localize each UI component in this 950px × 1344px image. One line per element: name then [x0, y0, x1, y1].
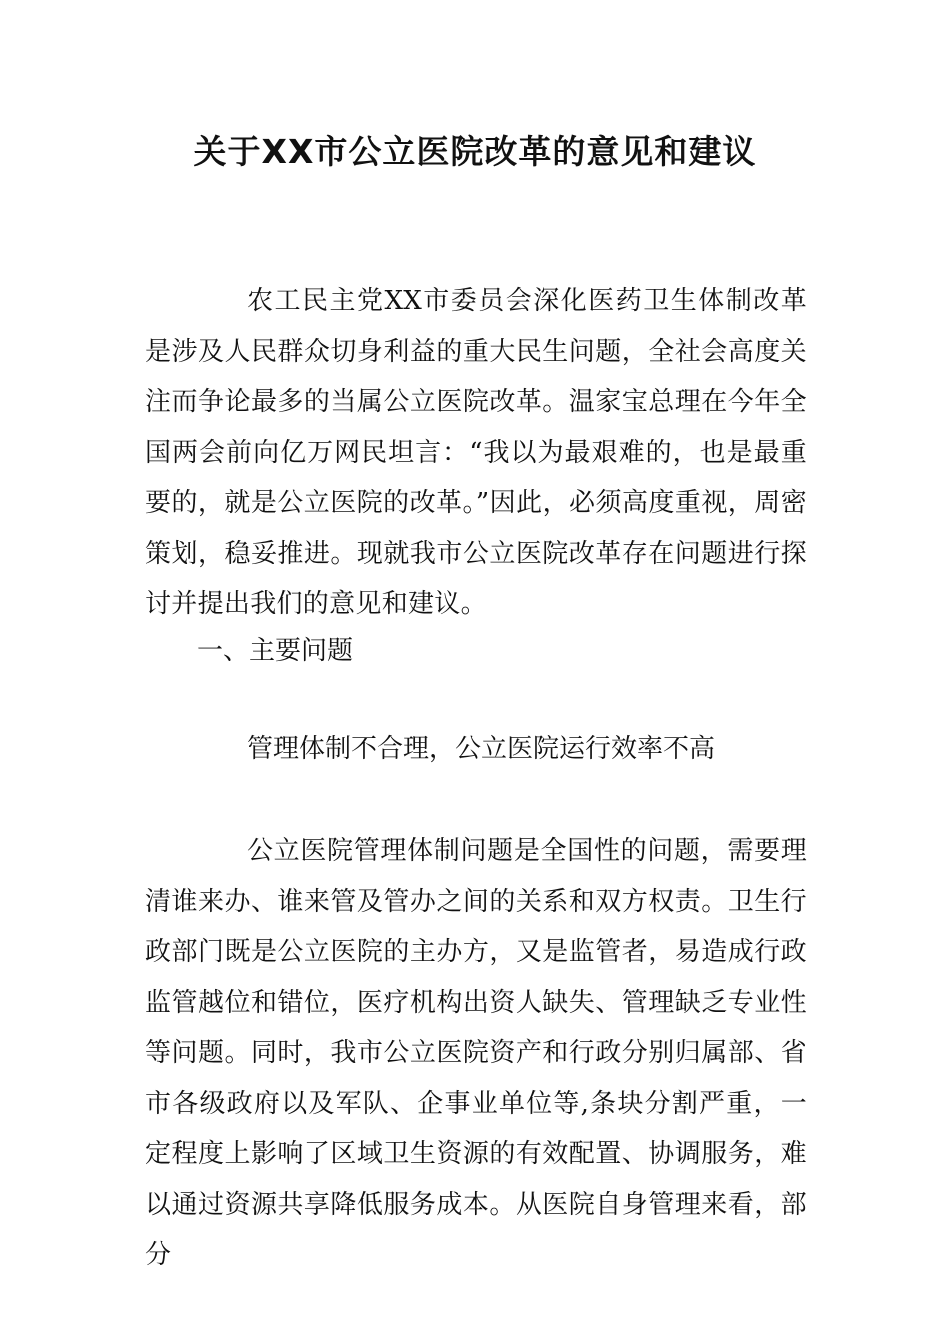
- intro-paragraph: 农工民主党XX市委员会深化医药卫生体制改革是涉及人民群众切身利益的重大民生问题，全社会高度关注而争论最多的当属公立医院改革。温家宝总理在今年全国两会前向亿万网民坦言：“我以为最艰难的，也是最重要的，就是公立医院的改革。”因此，必须高度重视，周密策划，稳妥推进。现就我市公立医院改革存在问题进行探讨并提出我们的意见和建议。: [145, 286, 807, 619]
- body-paragraph: 公立医院管理体制问题是全国性的问题，需要理清谁来办、谁来管及管办之间的关系和双方权责。卫生行政部门既是公立医院的主办方，又是监管者，易造成行政监管越位和错位，医疗机构出资人缺失、管理缺乏专业性等问题。同时，我市公立医院资产和行政分别归属部、省市各级政府以及军队、企事业单位等,条块分割严重，一定程度上影响了区域卫生资源的有效配置、协调服务，难以通过资源共享降低服务成本。从医院自身管理来看，部分: [145, 836, 807, 1270]
- subsection-heading: 管理体制不合理，公立医院运行效率不高: [247, 734, 716, 764]
- section-heading: 一、主要问题: [197, 636, 354, 666]
- document-title: 关于XX市公立医院改革的意见和建议: [193, 132, 757, 171]
